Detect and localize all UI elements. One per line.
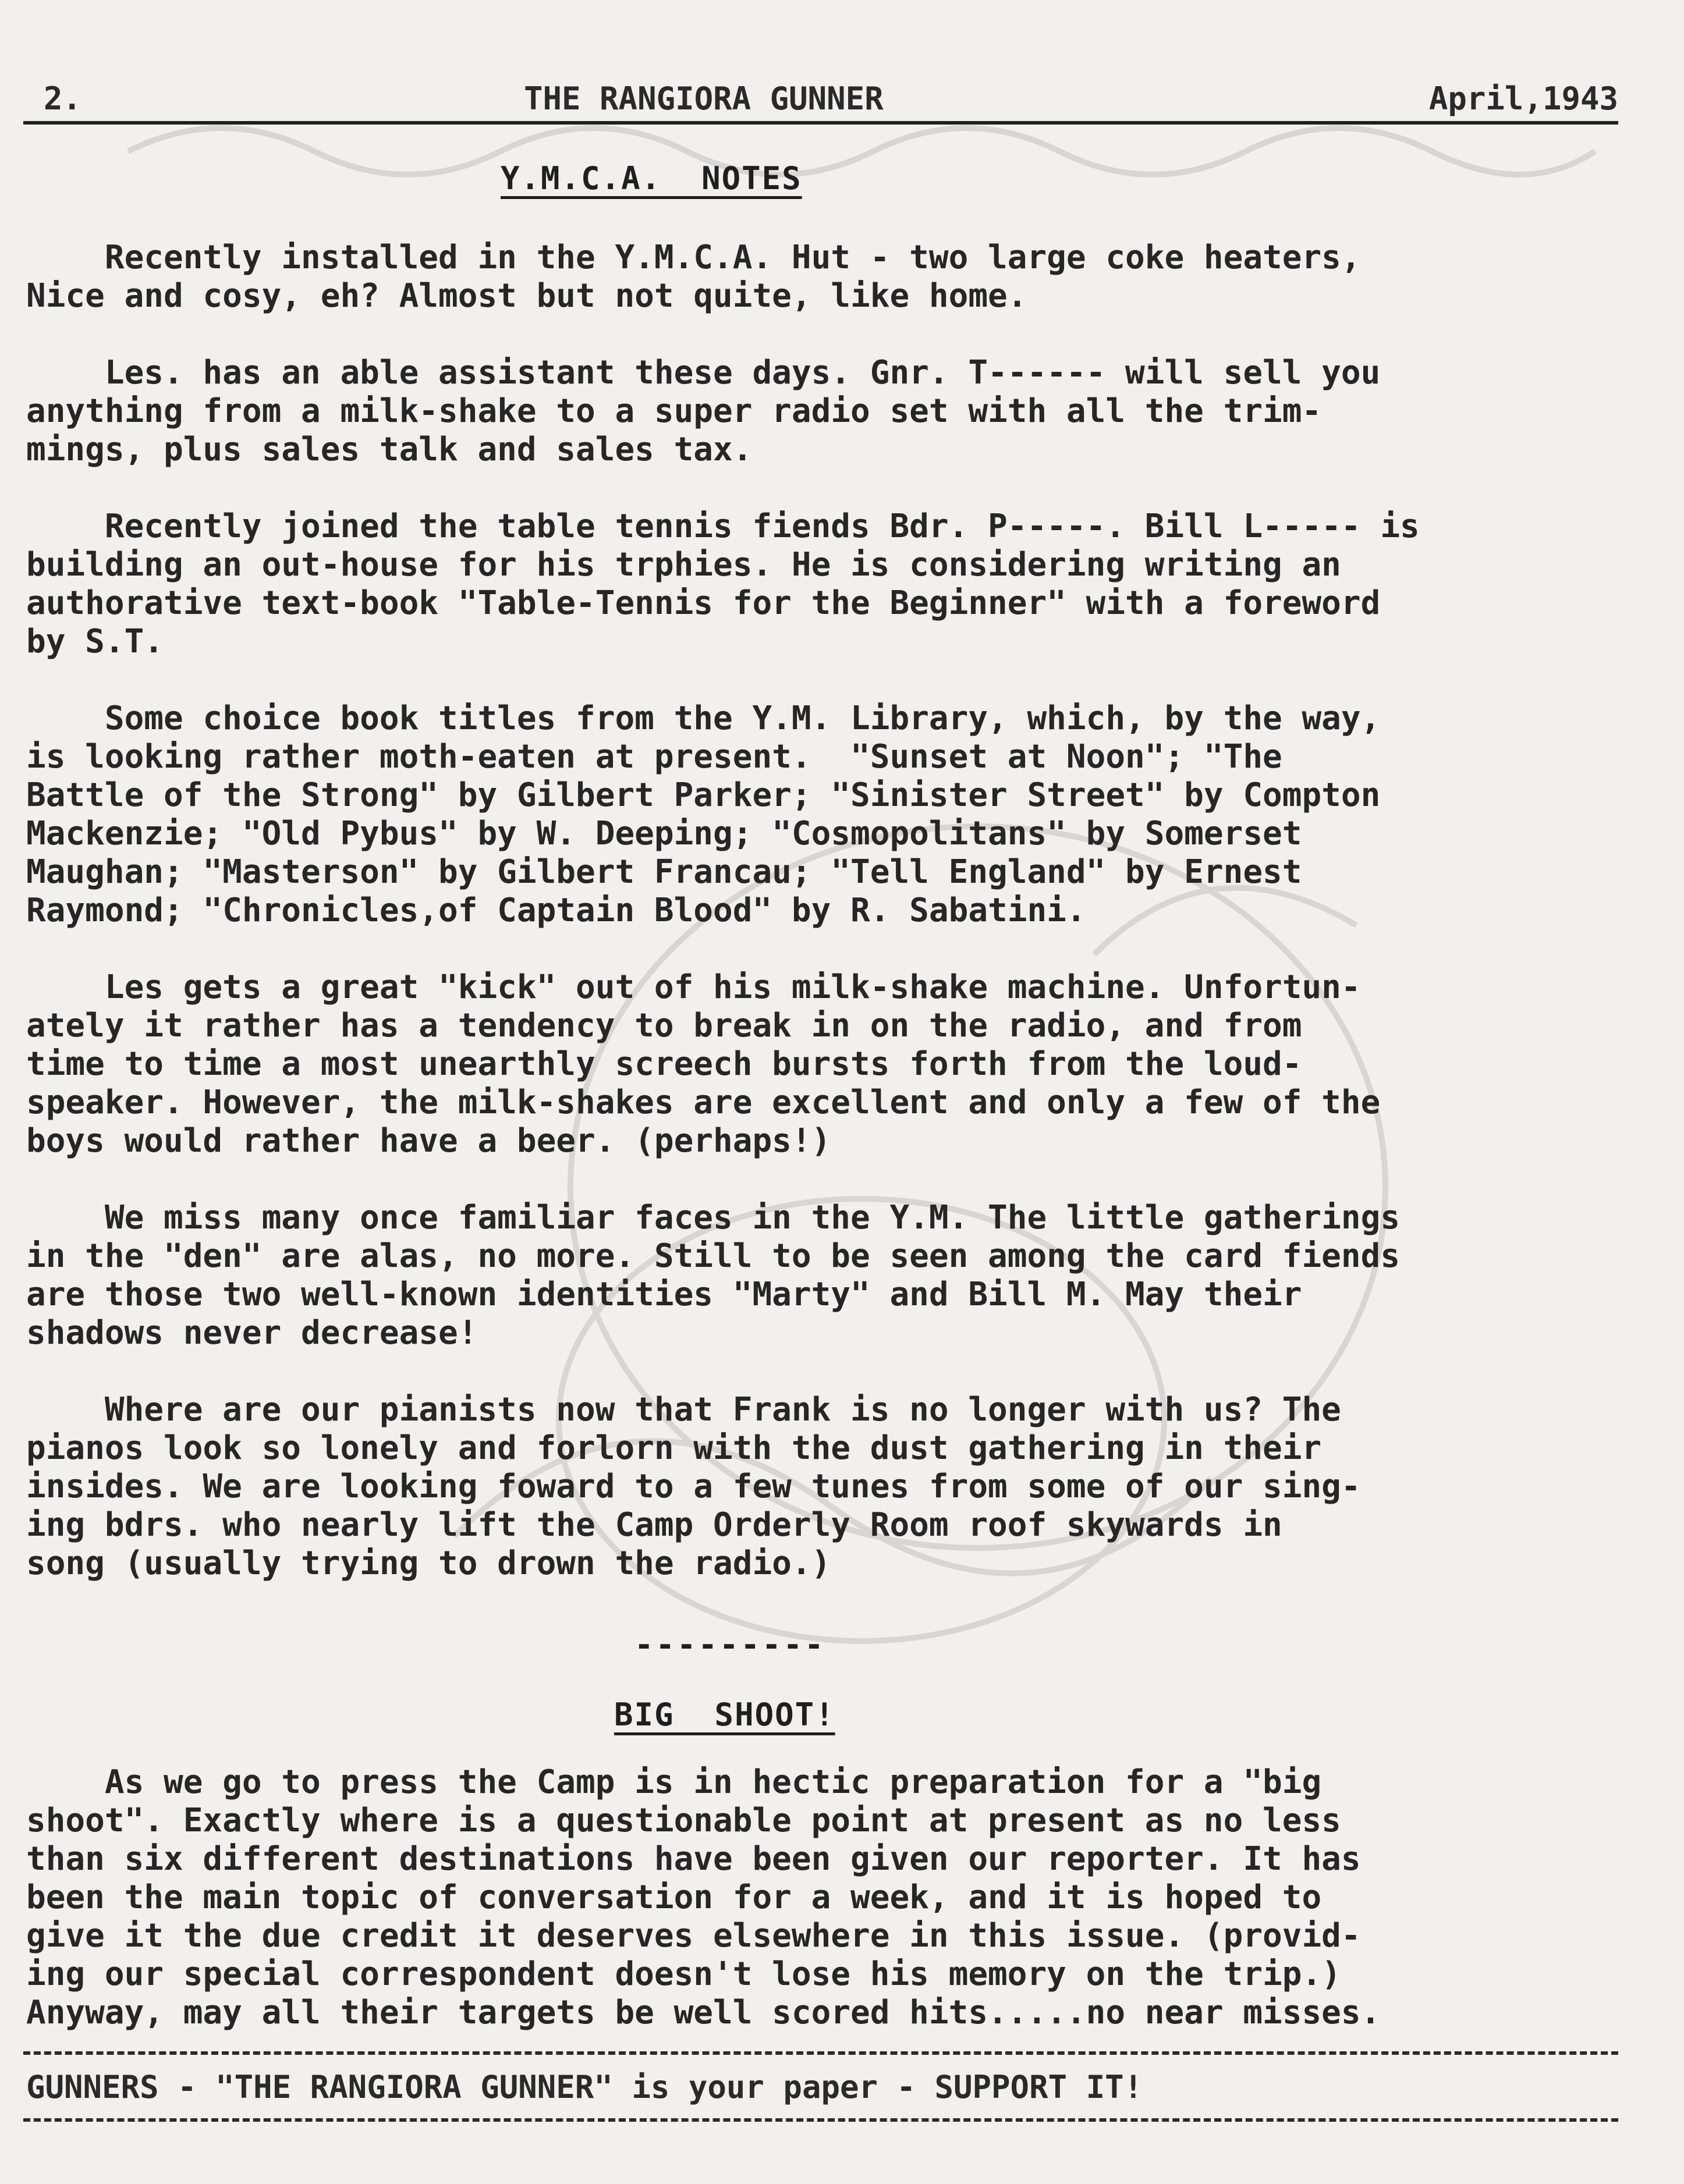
big-shoot-heading: BIG SHOOT!: [614, 1696, 835, 1733]
ymca-paragraph-4: Some choice book titles from the Y.M. Library, which, by the way, is looking rather moth-eaten at present. "Sunset at Noon"; "The Battle of the Strong" by Gilbert Parker; "Sinister Street" by Compton Mackenzie; "Old Pybus" by W. Deeping; "Cosmopolitans" by Somerset Maughan; "Masterson" by Gilbert Francau; "Tell England" by Ernest Raymond; "Chronicles,of Captain Blood" by R. Sabatini.: [26, 699, 1381, 929]
ymca-paragraph-7: Where are our pianists now that Frank is no longer with us? The pianos look so lonely and forlorn with the dust gathering in their insides. We are looking foward to a few tunes from some of our sing- ing bdrs. who nearly lift the Camp Orderly Room roof skywards in song (usually trying to drown the radio.): [26, 1391, 1361, 1582]
ymca-paragraph-3: Recently joined the table tennis fiends Bdr. P-----. Bill L----- is building an out-house for his trphies. He is considering writing an authorative text-book "Table-Tennis for the Beginner" with a foreword by S.T.: [26, 507, 1420, 660]
issue-date: April,1943: [1428, 80, 1618, 117]
big-shoot-section: [26, 1763, 1633, 2071]
ymca-paragraph-1: Recently installed in the Y.M.C.A. Hut - two large coke heaters, Nice and cosy, eh? Almost but not quite, like home.: [26, 239, 1361, 315]
ymca-paragraph-5: Les gets a great "kick" out of his milk-shake machine. Unfortun- ately it rather has a tendency to break in on the radio, and from time to time a most unearthly screech bursts forth from the loud- speaker. However, the milk-shakes are excellent and only a few of the boys would rather have a beer. (perhaps!): [26, 968, 1381, 1160]
footer-slogan: GUNNERS - "THE RANGIORA GUNNER" is your paper - SUPPORT IT!: [26, 2069, 1143, 2105]
ymca-notes-heading: Y.M.C.A. NOTES: [501, 160, 802, 197]
big-shoot-paragraph: As we go to press the Camp is in hectic preparation for a "big shoot". Exactly where is a questionable point at present as no less than six different destinations have been given our reporter. It has been the main topic of conversation for a week, and it is hoped to give it the due credit it deserves elsewhere in this issue. (provid- ing our special correspondent doesn't lose his memory on the trip.) Anyway, may all their targets be well scored hits.....no near misses.: [26, 1763, 1381, 2032]
ymca-notes-section: [26, 239, 1633, 1621]
ymca-paragraph-6: We miss many once familiar faces in the Y.M. The little gatherings in the "den" are alas, no more. Still to be seen among the card fiends are those two well-known identities "Marty" and Bill M. May their shadows never decrease!: [26, 1199, 1401, 1352]
footer-bottom-rule: [23, 2118, 1618, 2122]
newspaper-title: THE RANGIORA GUNNER: [524, 80, 884, 117]
page-number: 2.: [44, 80, 82, 117]
header-rule: [23, 121, 1618, 125]
ymca-paragraph-2: Les. has an able assistant these days. Gnr. T------ will sell you anything from a milk-shake to a super radio set with all the trim- mings, plus sales talk and sales tax.: [26, 354, 1381, 468]
masthead: [23, 76, 1618, 122]
footer-dashed-rule: [23, 2051, 1618, 2055]
section-separator: ---------: [634, 1627, 826, 1663]
